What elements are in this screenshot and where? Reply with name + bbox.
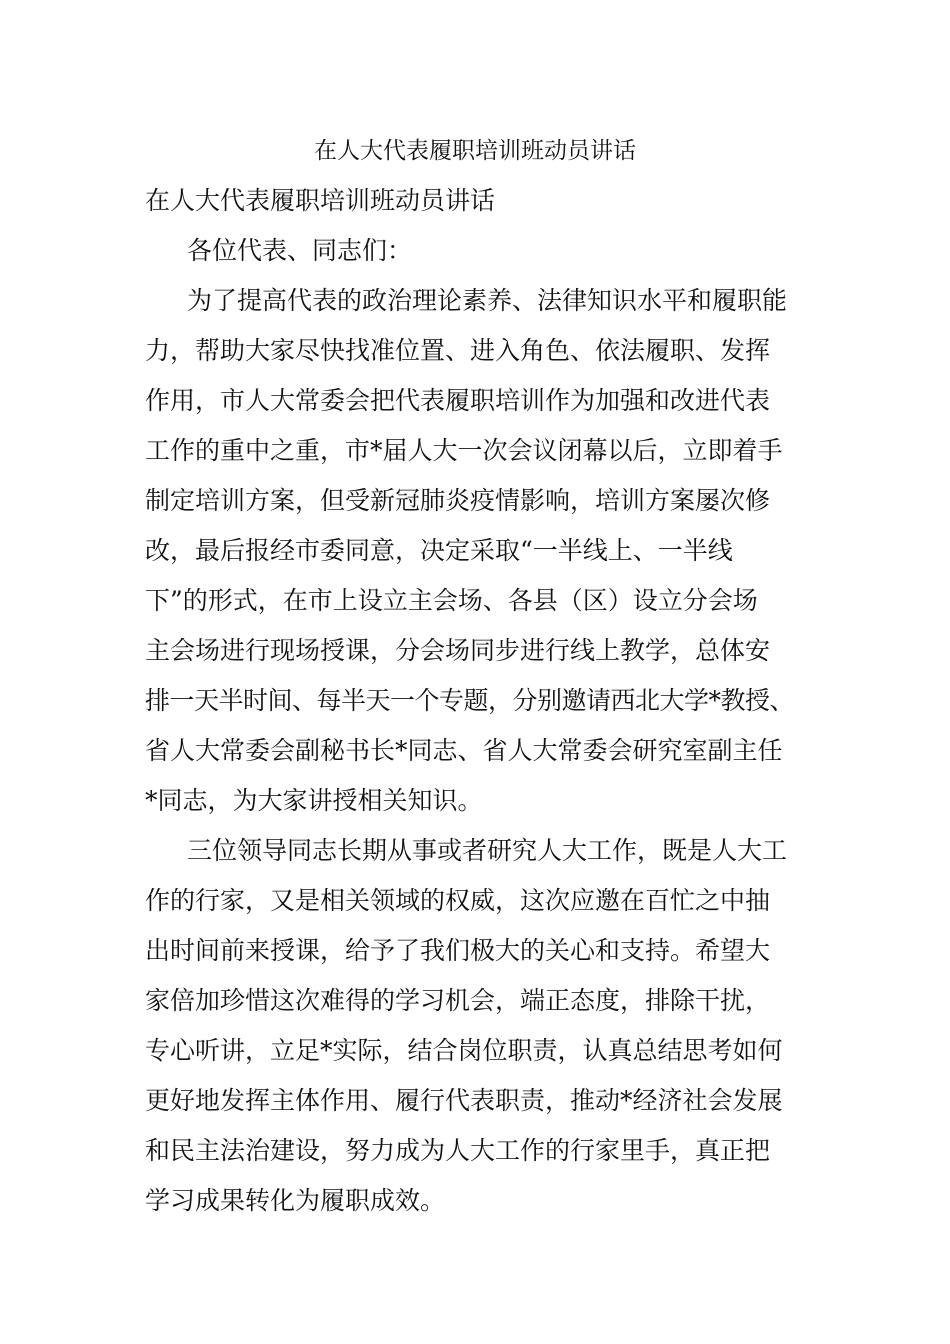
document-subtitle: 在人大代表履职培训班动员讲话	[145, 186, 496, 215]
paragraph2-line: 专心听讲，立足*实际，结合岗位职责，认真总结思考如何	[145, 1036, 783, 1065]
paragraph1-line: 力，帮助大家尽快找准位置、进入角色、依法履职、发挥	[145, 336, 771, 365]
paragraph1-line: 排一天半时间、每半天一个专题，分别邀请西北大学*教授、	[145, 686, 795, 715]
paragraph2-line: 学习成果转化为履职成效。	[145, 1186, 446, 1215]
paragraph1-line: *同志，为大家讲授相关知识。	[145, 786, 483, 815]
paragraph1-line: 主会场进行现场授课，分会场同步进行线上教学，总体安	[145, 636, 771, 665]
paragraph2-line: 出时间前来授课，给予了我们极大的关心和支持。希望大	[145, 936, 771, 965]
paragraph1-line: 改，最后报经市委同意，决定采取“一半线上、一半线	[145, 536, 733, 565]
paragraph2-line: 三位领导同志长期从事或者研究人大工作，既是人大工	[187, 836, 788, 865]
paragraph1-line: 为了提高代表的政治理论素养、法律知识水平和履职能	[187, 286, 788, 315]
paragraph2-line: 更好地发挥主体作用、履行代表职责，推动*经济社会发展	[145, 1086, 783, 1115]
salutation: 各位代表、同志们：	[187, 236, 413, 265]
paragraph1-line: 下”的形式，在市上设立主会场、各县（区）设立分会场	[145, 586, 758, 615]
paragraph2-line: 家倍加珍惜这次难得的学习机会，端正态度，排除干扰，	[145, 986, 771, 1015]
paragraph1-line: 作用，市人大常委会把代表履职培训作为加强和改进代表	[145, 386, 771, 415]
paragraph2-line: 和民主法治建设，努力成为人大工作的行家里手，真正把	[145, 1136, 771, 1165]
paragraph1-line: 省人大常委会副秘书长*同志、省人大常委会研究室副主任	[145, 736, 783, 765]
paragraph1-line: 工作的重中之重，市*届人大一次会议闭幕以后，立即着手	[145, 436, 783, 465]
paragraph2-line: 作的行家，又是相关领域的权威，这次应邀在百忙之中抽	[145, 886, 771, 915]
document-title: 在人大代表履职培训班动员讲话	[314, 138, 636, 164]
paragraph1-line: 制定培训方案，但受新冠肺炎疫情影响，培训方案屡次修	[145, 486, 771, 515]
